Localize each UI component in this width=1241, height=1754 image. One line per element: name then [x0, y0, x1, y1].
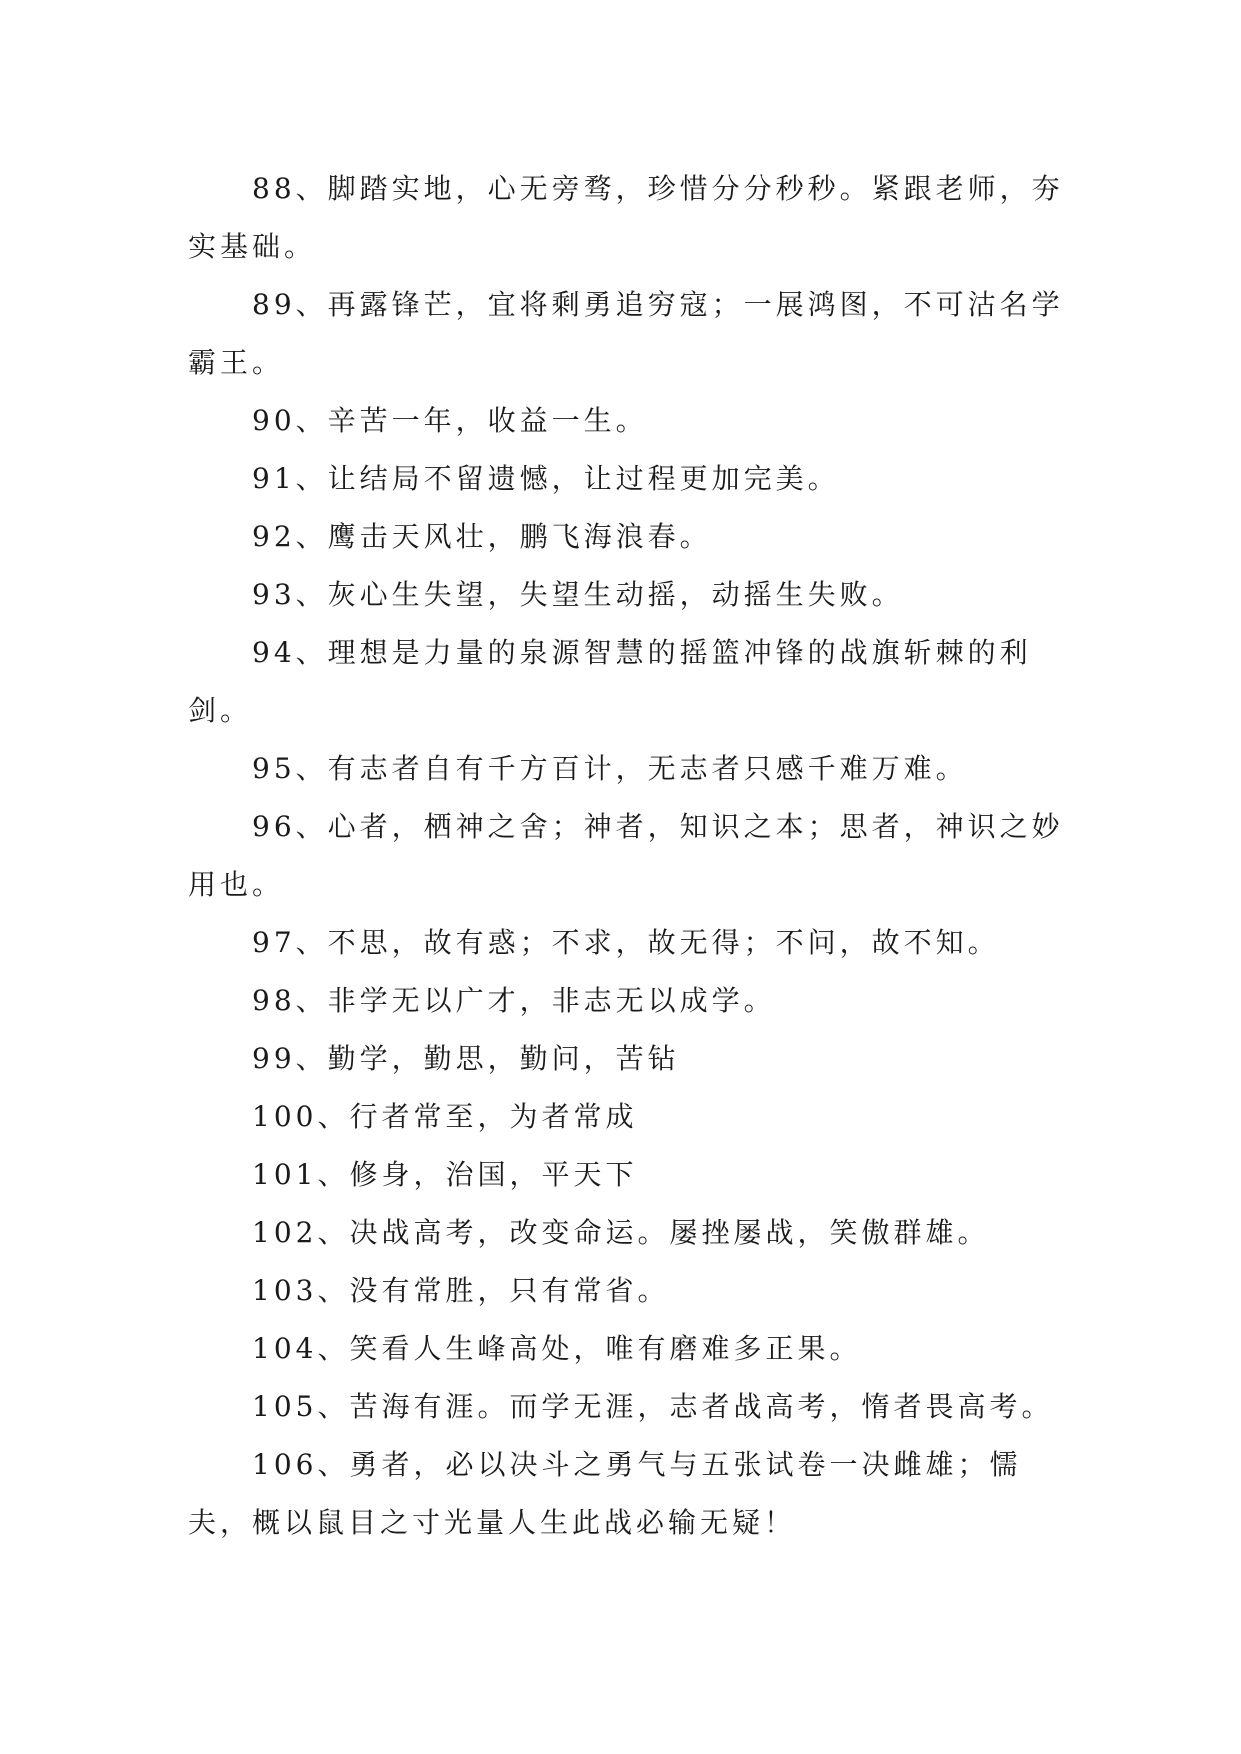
list-item: 90、辛苦一年，收益一生。 — [252, 404, 648, 437]
list-item: 93、灰心生失望，失望生动摇，动摇生失败。 — [252, 578, 904, 611]
list-item: 91、让结局不留遗憾，让过程更加完美。 — [252, 462, 840, 495]
list-item: 100、行者常至，为者常成 — [252, 1100, 638, 1133]
list-item: 89、再露锋芒，宜将剩勇追穷寇；一展鸿图，不可沽名学霸王。 — [188, 288, 1064, 379]
list-item: 88、脚踏实地，心无旁骛，珍惜分分秒秒。紧跟老师，夯实基础。 — [188, 172, 1064, 263]
document-body — [188, 160, 1068, 1552]
list-item: 106、勇者，必以决斗之勇气与五张试卷一决雌雄；懦夫，概以鼠目之寸光量人生此战必输无疑！ — [188, 1448, 1022, 1539]
list-item: 94、理想是力量的泉源智慧的摇篮冲锋的战旗斩棘的利剑。 — [188, 636, 1032, 727]
list-item: 97、不思，故有惑；不求，故无得；不问，故不知。 — [252, 926, 1000, 959]
list-item: 103、没有常胜，只有常省。 — [252, 1274, 670, 1307]
list-item: 105、苦海有涯。而学无涯，志者战高考，惰者畏高考。 — [252, 1390, 1054, 1423]
list-item: 99、勤学，勤思，勤问，苦钻 — [252, 1042, 680, 1075]
list-item: 102、决战高考，改变命运。屡挫屡战，笑傲群雄。 — [252, 1216, 990, 1249]
list-item: 98、非学无以广才，非志无以成学。 — [252, 984, 776, 1017]
list-item: 96、心者，栖神之舍；神者，知识之本；思者，神识之妙用也。 — [188, 810, 1064, 901]
list-item: 101、修身，治国，平天下 — [252, 1158, 638, 1191]
list-item: 104、笑看人生峰高处，唯有磨难多正果。 — [252, 1332, 862, 1365]
list-item: 92、鹰击天风壮，鹏飞海浪春。 — [252, 520, 712, 553]
list-item: 95、有志者自有千方百计，无志者只感千难万难。 — [252, 752, 968, 785]
